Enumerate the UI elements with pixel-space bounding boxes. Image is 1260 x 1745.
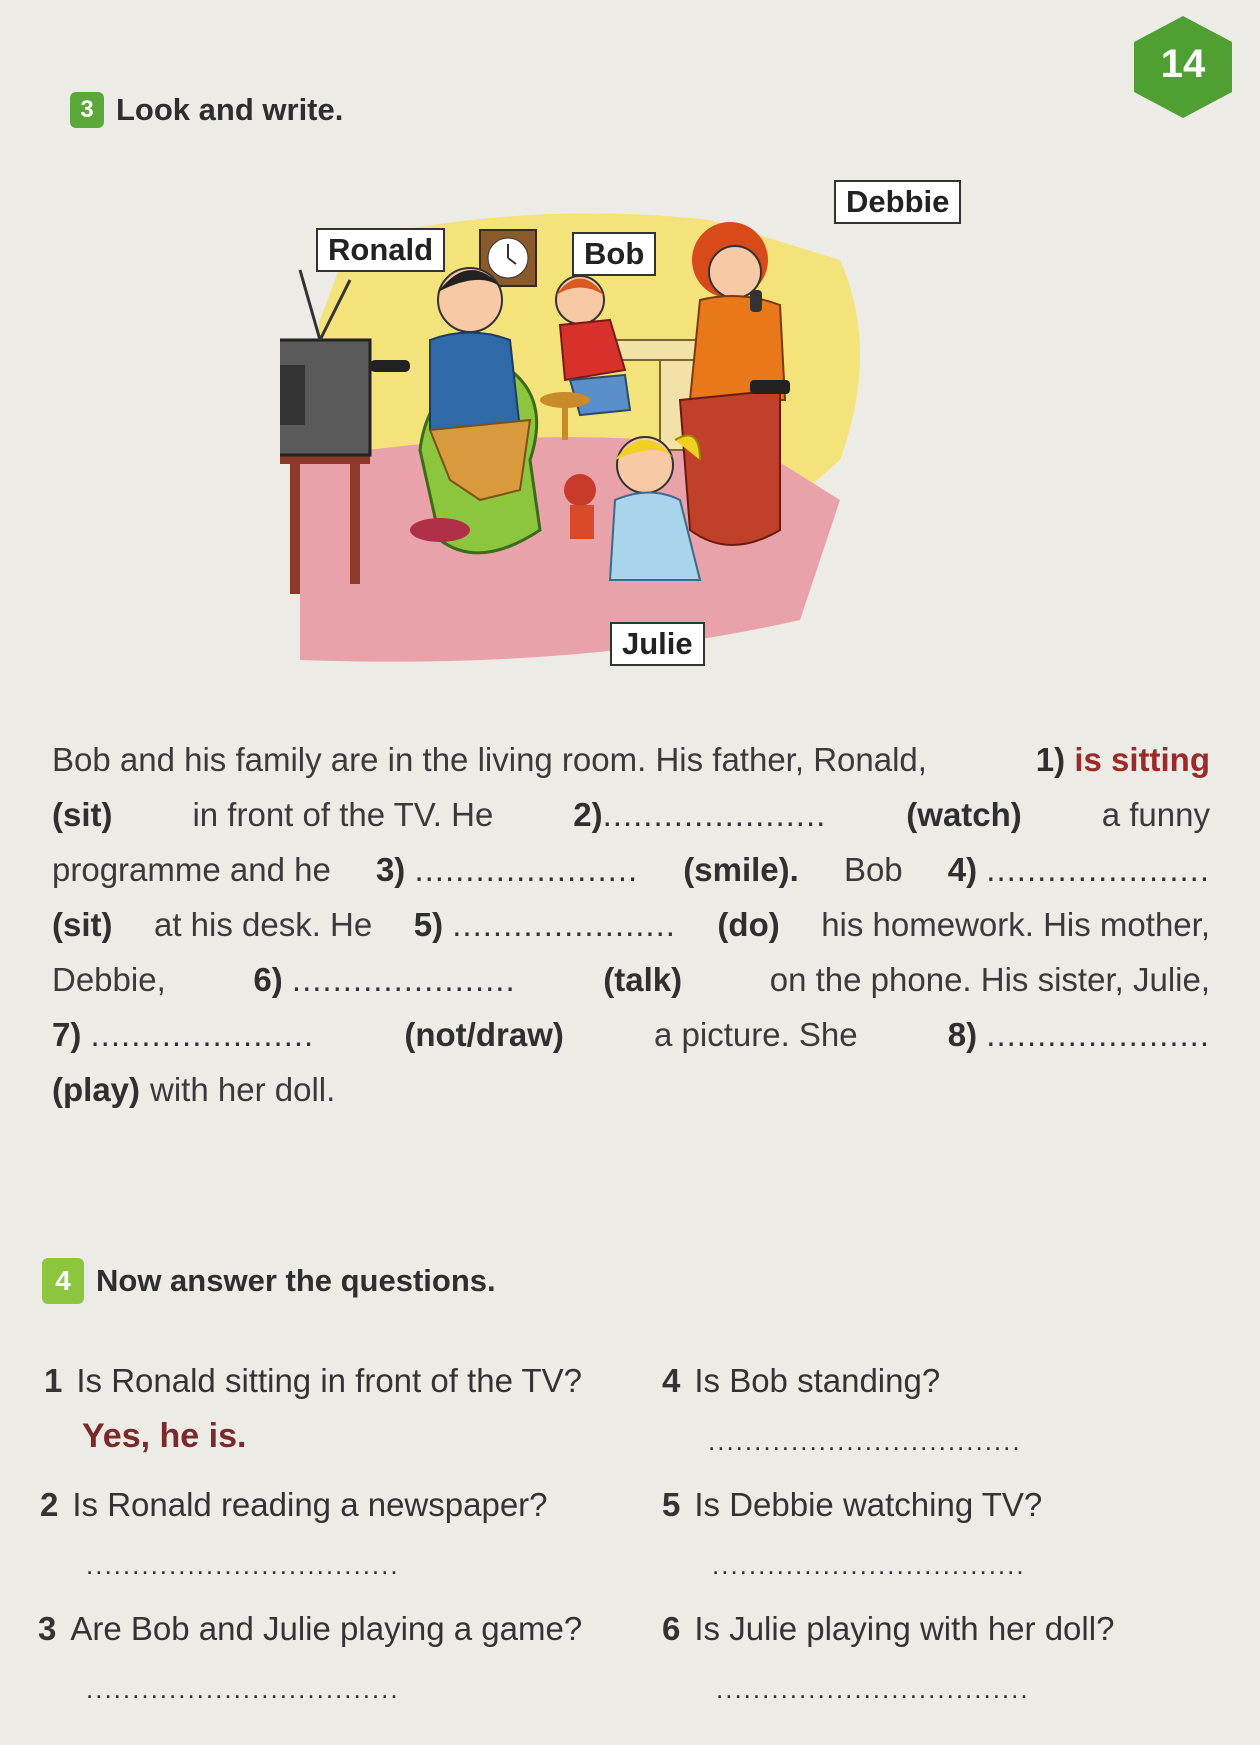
verb-hint: (watch)	[906, 796, 1022, 833]
answer-gap[interactable]: ......................	[90, 1016, 315, 1053]
text-segment: at his desk. He	[153, 906, 373, 943]
text-line	[52, 897, 1210, 952]
question-2	[40, 1486, 548, 1524]
text-line	[52, 732, 1210, 787]
verb-hint: (sit)	[52, 906, 113, 943]
answer-line-6[interactable]: ..................................	[716, 1674, 1030, 1704]
exercise-3-number: 3	[70, 92, 104, 128]
verb-hint: (play)	[52, 1071, 141, 1108]
question-number: 1	[44, 1362, 63, 1399]
exercise-4-number: 4	[42, 1258, 84, 1304]
text-segment: on the phone. His sister, Julie,	[769, 961, 1210, 998]
text-segment: with her doll.	[150, 1071, 336, 1108]
question-number: 4	[662, 1362, 681, 1399]
question-text: Is Ronald reading a newspaper?	[72, 1486, 548, 1523]
gap-number: 5)	[413, 906, 444, 943]
label-julie: Julie	[610, 622, 705, 666]
answer-gap[interactable]: ......................	[452, 906, 676, 943]
text-segment: Debbie,	[52, 961, 166, 998]
question-number: 3	[38, 1610, 57, 1647]
exercise-4-title: Now answer the questions.	[96, 1263, 496, 1298]
text-segment: in front of the TV. He	[192, 796, 494, 833]
text-line	[52, 952, 1210, 1007]
answer-line-5[interactable]: ..................................	[712, 1550, 1026, 1580]
text-line	[52, 842, 1210, 897]
question-4	[662, 1362, 940, 1400]
question-5	[662, 1486, 1042, 1524]
exercise-3-title: Look and write.	[116, 92, 344, 127]
label-debbie: Debbie	[834, 180, 961, 224]
verb-hint: (talk)	[603, 961, 683, 998]
gap-number: 7)	[52, 1016, 82, 1053]
verb-hint: (do)	[717, 906, 780, 943]
question-number: 2	[40, 1486, 59, 1523]
answer-line-2[interactable]: ..................................	[86, 1550, 400, 1580]
text-segment: Bob	[843, 851, 903, 888]
gap-number: 2)	[573, 796, 603, 833]
question-text: Is Bob standing?	[694, 1362, 941, 1399]
answer-line-3[interactable]: ..................................	[86, 1674, 400, 1704]
exercise-3-heading	[70, 92, 343, 128]
text-segment: programme and he	[52, 851, 331, 888]
question-text: Is Debbie watching TV?	[694, 1486, 1043, 1523]
page-number: 14	[1160, 42, 1206, 86]
gap-number: 8)	[947, 1016, 978, 1053]
text-segment: a funny	[1101, 796, 1210, 833]
text-segment: a picture. She	[654, 1016, 858, 1053]
verb-hint: (not/draw)	[404, 1016, 564, 1053]
exercise-3-text	[52, 732, 1210, 1117]
question-text: Are Bob and Julie playing a game?	[70, 1610, 583, 1647]
question-1	[44, 1362, 582, 1400]
living-room-illustration	[280, 184, 1000, 680]
gap-number: 4)	[947, 851, 978, 888]
text-line	[52, 1007, 1210, 1062]
label-ronald: Ronald	[316, 228, 445, 272]
gap-number: 1)	[1035, 741, 1066, 778]
question-1-answer: Yes, he is.	[82, 1417, 247, 1455]
text-line	[52, 1062, 1210, 1117]
question-3	[38, 1610, 582, 1648]
question-number: 5	[662, 1486, 681, 1523]
question-text: Is Julie playing with her doll?	[694, 1610, 1115, 1647]
exercise-4-heading	[42, 1258, 496, 1304]
gap-number: 6)	[253, 961, 283, 998]
answer-gap[interactable]: ......................	[602, 796, 827, 833]
answer-gap[interactable]: ......................	[986, 851, 1210, 888]
verb-hint: (sit)	[52, 796, 113, 833]
example-answer: is sitting	[1074, 741, 1210, 778]
answer-gap[interactable]: ......................	[986, 1016, 1210, 1053]
verb-hint: (smile).	[683, 851, 799, 888]
question-number: 6	[662, 1610, 681, 1647]
text-line	[52, 787, 1210, 842]
text-segment: Bob and his family are in the living room. His father, Ronald,	[52, 741, 927, 778]
page-number-badge	[1128, 12, 1238, 122]
answer-line-4[interactable]: ..................................	[708, 1426, 1022, 1456]
answer-gap[interactable]: ......................	[414, 851, 639, 888]
question-text: Is Ronald sitting in front of the TV?	[76, 1362, 583, 1399]
answer-gap[interactable]: ......................	[291, 961, 516, 998]
label-bob: Bob	[572, 232, 656, 276]
text-segment: his homework. His mother,	[821, 906, 1210, 943]
question-6	[662, 1610, 1114, 1648]
gap-number: 3)	[375, 851, 406, 888]
